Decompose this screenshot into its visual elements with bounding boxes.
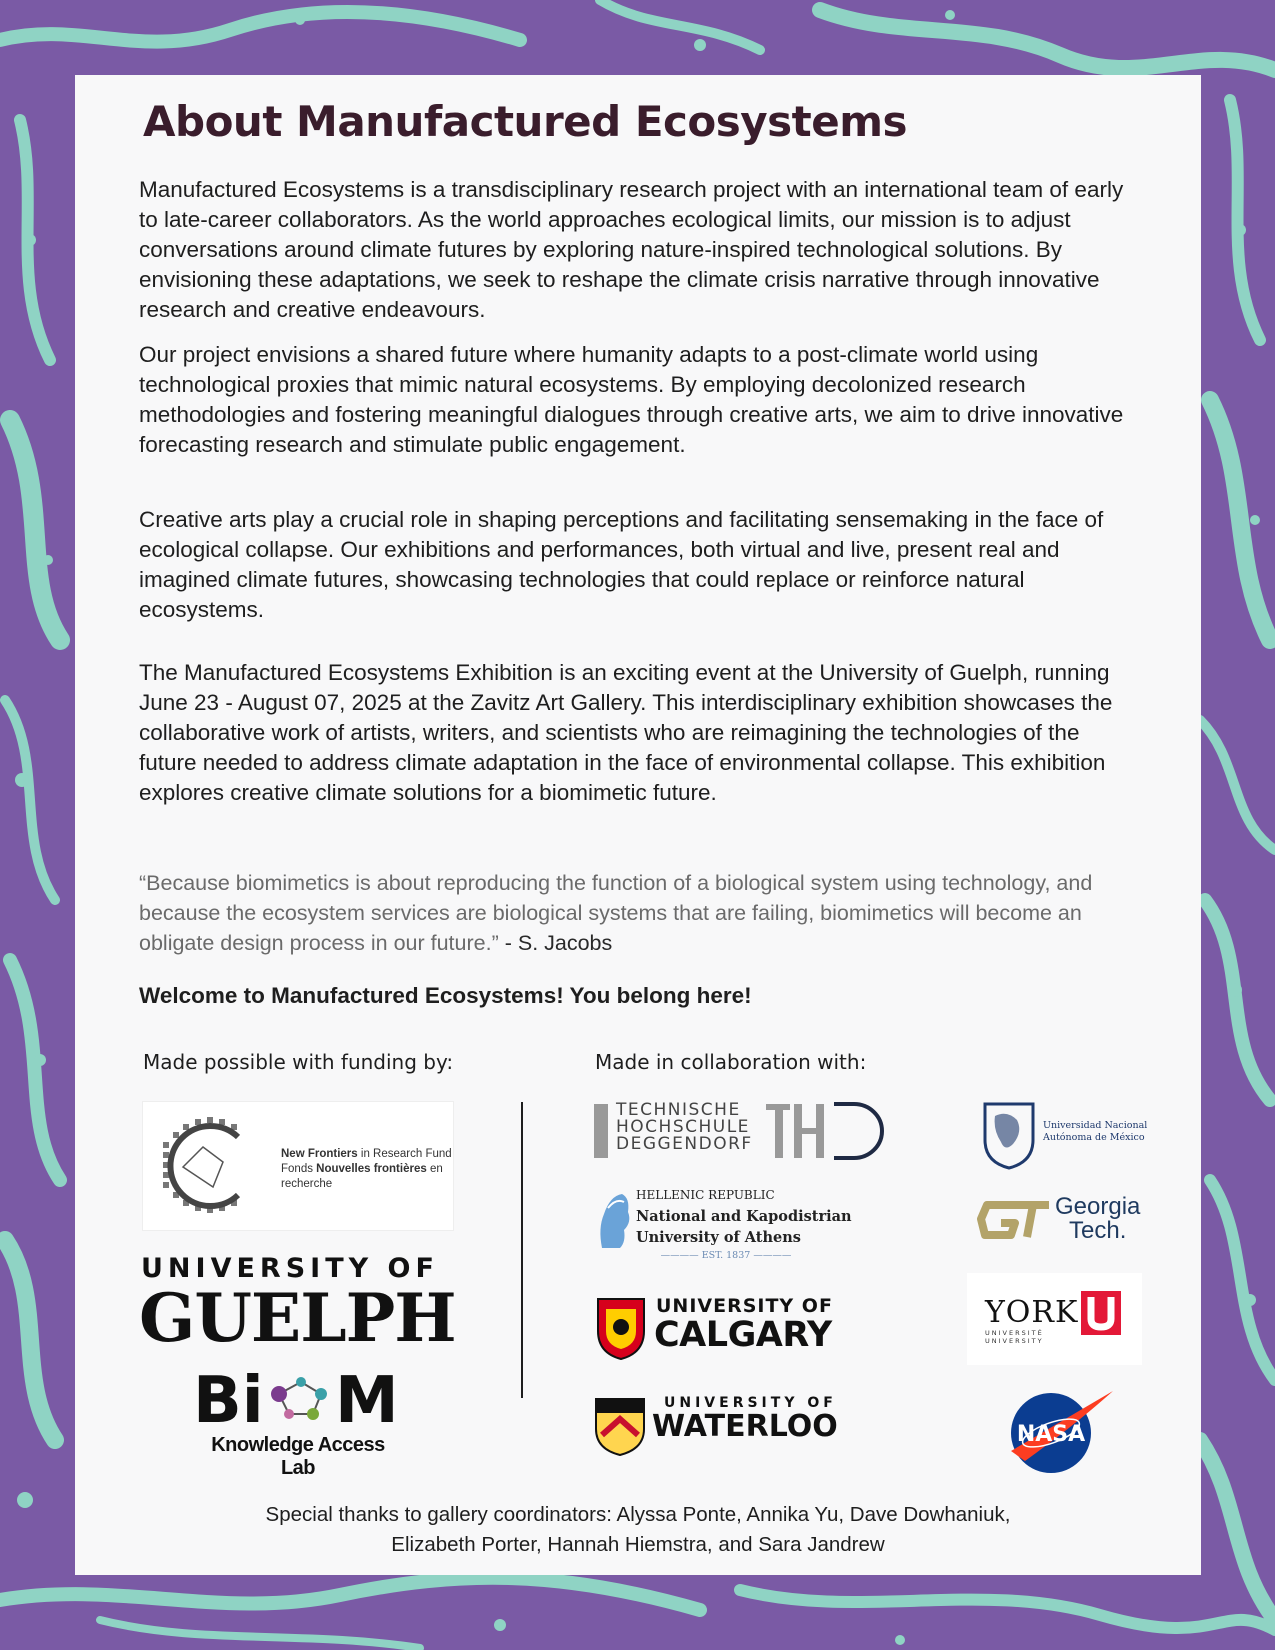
paragraph-3: Creative arts play a crucial role in shaping perceptions and facilitating sensemaking in the face of ecological collapse. Our exhibitions and performances, both virtual and live, present real and imagined climate futures, showcasing technologies that could replace or reinforce natural ecosystems.	[139, 507, 1104, 622]
funding-label: Made possible with funding by:	[143, 1050, 454, 1074]
page-title: About Manufactured Ecosystems	[143, 97, 907, 146]
thanks-text: Special thanks to gallery coordinators: Alyssa Ponte, Annika Yu, Dave Dowhaniuk, Elizabeth Porter, Hannah Hiemstra, and Sara Jandrew	[265, 1503, 1011, 1556]
paragraph-4: The Manufactured Ecosystems Exhibition is an exciting event at the University of Guelph, running June 23 - August 07, 2025 at the Zavitz Art Gallery. This interdisciplinary exhibition showcases the collaborative work of artists, writers, and scientists who are reimagining the technologies of the future needed to address climate adaptation in the face of environmental collapse. This exhibition explores creative climate solutions for a biomimetic future.	[139, 660, 1113, 805]
nfrf-logo	[143, 1102, 453, 1230]
divider	[521, 1102, 523, 1398]
athens-top-text: HELLENIC REPUBLIC	[636, 1188, 775, 1202]
quote-author: - S. Jacobs	[498, 931, 613, 955]
biom-text: Knowledge Access Lab	[211, 1434, 385, 1479]
waterloo-shield-icon	[594, 1395, 646, 1457]
biom-mark-icon	[193, 1358, 413, 1438]
biom-logo	[193, 1358, 413, 1479]
athens-name: National and Kapodistrian University of Athens	[636, 1208, 852, 1246]
quote-text: “Because biomimetics is about reproducing the function of a biological system using technology, and because the ecosystem services are biological systems that are failing, biomimetics will become an obligate design process in our future.”	[139, 871, 1093, 955]
collab-label: Made in collaboration with:	[595, 1050, 867, 1074]
unam-logo	[977, 1098, 1157, 1178]
thd-logo	[594, 1102, 904, 1164]
svg-text:Bi: Bi	[193, 1364, 264, 1438]
welcome-text: Welcome to Manufactured Ecosystems! You belong here!	[139, 983, 752, 1008]
thd-text: TECHNISCHE HOCHSCHULE DEGGENDORF	[616, 1100, 753, 1154]
calgary-shield-icon	[594, 1293, 648, 1361]
nfrf-c-icon	[143, 1102, 273, 1230]
york-sub: UNIVERSITÉ UNIVERSITY	[985, 1329, 1044, 1345]
unam-crest-icon	[977, 1098, 1041, 1170]
gt-text: Georgia Tech.	[1055, 1193, 1141, 1244]
calgary-line2: CALGARY	[654, 1315, 832, 1355]
york-text: YORK	[985, 1295, 1079, 1330]
nfrf-text: New Frontiers in Research Fund Fonds Nouvelles frontières en recherche	[281, 1148, 452, 1190]
gt-monogram-icon	[977, 1197, 1051, 1247]
guelph-logo-line2: GUELPH	[139, 1279, 456, 1357]
svg-text:M: M	[335, 1364, 399, 1438]
athena-head-icon	[594, 1188, 634, 1252]
calgary-line1: UNIVERSITY OF	[656, 1295, 833, 1317]
paragraph-1: Manufactured Ecosystems is a transdisciplinary research project with an international team of early to late-career collaborators. As the world approaches ecological limits, our mission is to adjust conversations around climate futures by exploring nature-inspired technological solutions. By envisioning these adaptations, we seek to reshape the climate crisis narrative through innovative research and creative endeavours.	[139, 177, 1124, 322]
waterloo-line1: UNIVERSITY OF	[664, 1395, 837, 1411]
york-u-icon	[1081, 1291, 1121, 1335]
nasa-meatball-icon	[1005, 1385, 1115, 1475]
unam-text: Universidad Nacional Autónoma de México	[1043, 1120, 1148, 1143]
quote	[139, 868, 1149, 958]
calgary-logo	[594, 1293, 874, 1363]
waterloo-line2: WATERLOO	[652, 1409, 838, 1444]
nasa-text: NASA	[1016, 1422, 1086, 1447]
nasa-logo	[1005, 1385, 1115, 1475]
content-card	[75, 75, 1201, 1575]
athens-est: ———— EST. 1837 ————	[660, 1250, 792, 1261]
york-logo	[967, 1273, 1142, 1365]
paragraph-2: Our project envisions a shared future where humanity adapts to a post-climate world using technological proxies that mimic natural ecosystems. By employing decolonized research methodologies and fostering meaningful dialogues through creative arts, we aim to drive innovative forecasting research and stimulate public engagement.	[139, 342, 1124, 457]
georgia-tech-logo	[977, 1193, 1177, 1253]
guelph-logo-line1: UNIVERSITY OF	[141, 1253, 439, 1284]
waterloo-logo	[594, 1395, 874, 1465]
athens-logo	[594, 1188, 884, 1268]
